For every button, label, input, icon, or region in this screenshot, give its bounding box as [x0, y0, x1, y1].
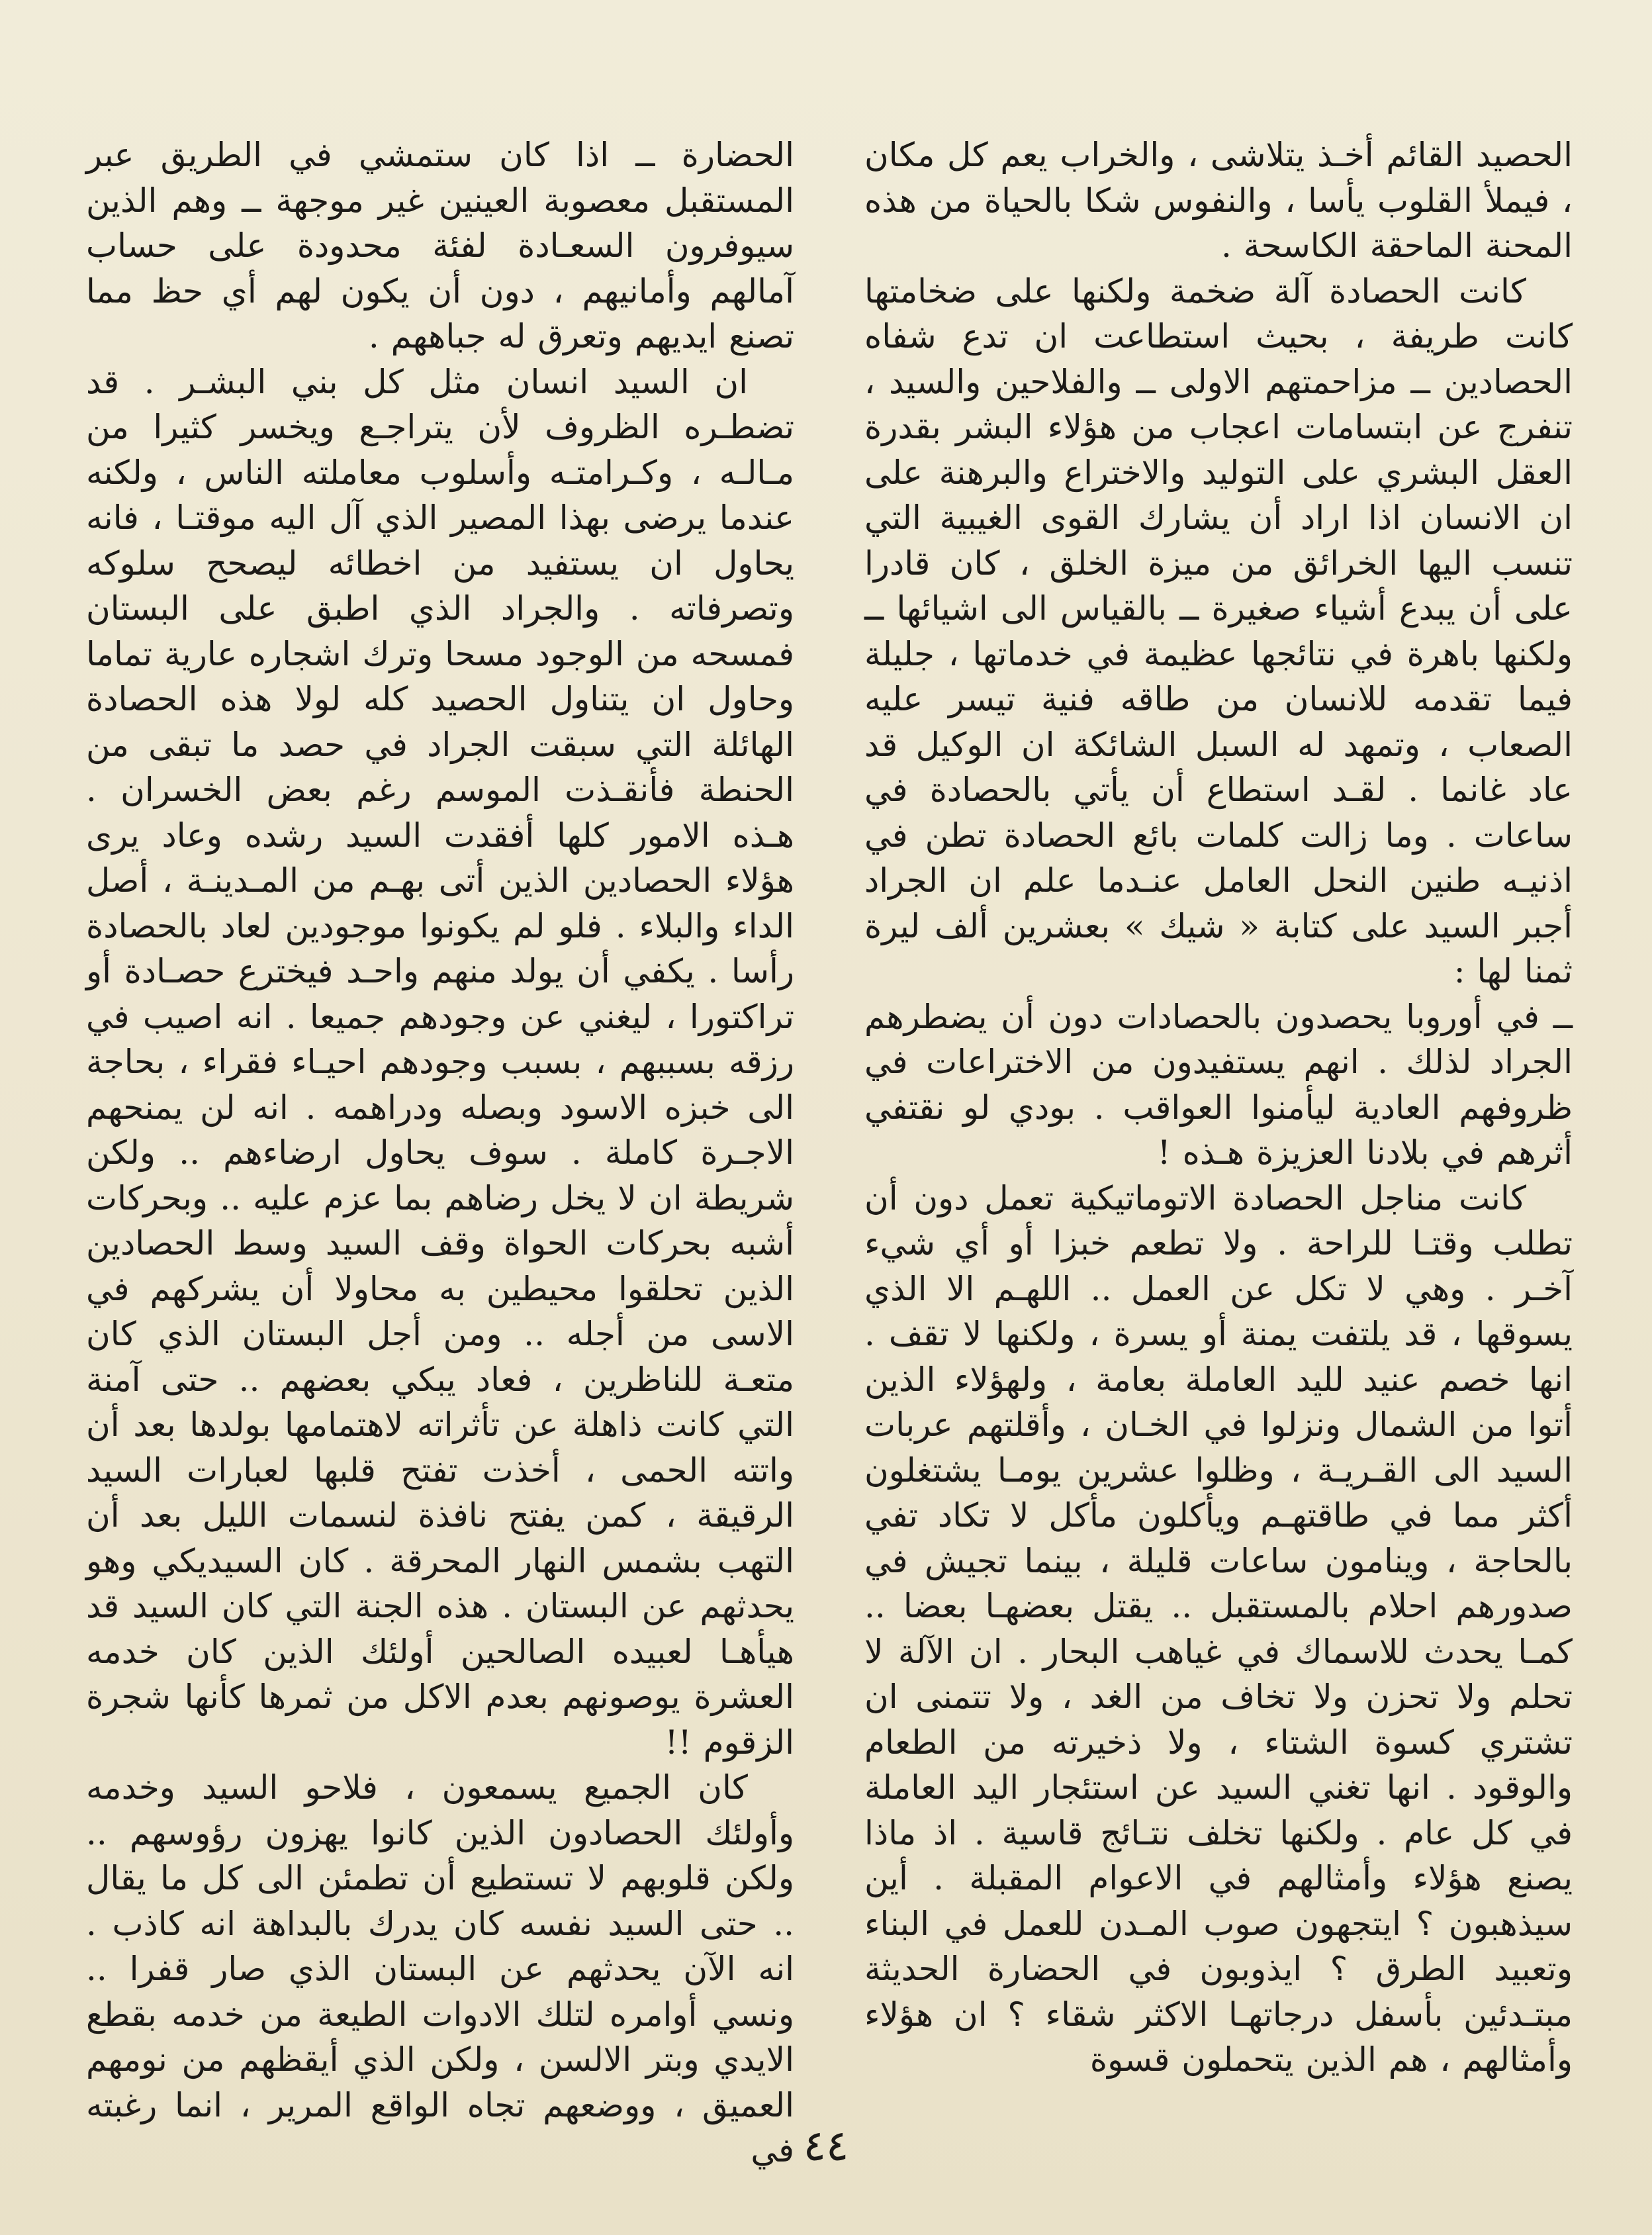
paragraph: الحصيد القائم أخـذ يتلاشى ، والخراب يعم كل مكان ، فيملأ القلوب يأسا ، والنفوس شكا بالحياة من هذه المحنة الماحقة الكاسحة . — [864, 136, 1573, 265]
paragraph: ان السيد انسان مثل كل بني البشـر . قد تضطـره الظروف لأن يتراجـع ويخسر كثيرا من مـالـه ، وكـرامتـه وأسلوب معاملته الناس ، ولكنه عندما يرضى بهذا المصير الذي آل اليه موقتـا ، فانه يحاول ان يستفيد من اخطائه ليصحح سلوكه وتصرفاته . والجراد الذي اطبق على البستان فمسحه من الوجود مسحا وترك اشجاره عارية تماما وحاول ان يتناول الحصيد كله لولا هذه الحصادة الهائلة التي سبقت الجراد في حصد ما تبقى من الحنطة فأنقـذت الموسم رغم بعض الخسران . هـذه الامور كلها أفقدت السيد رشده وعاد يرى هؤلاء الحصادين الذين أتى بهـم من المـدينـة ، أصل الداء والبلاء . فلو لم يكونوا موجودين لعاد بالحصادة رأسا . يكفي أن يولد منهم واحـد فيخترع حصـادة أو تراكتورا ، ليغني عن وجودهم جميعا . انه اصيب في رزقه بسببهم ، بسبب وجودهم احيـاء فقراء ، بحاجة الى خبزه الاسود وبصله ودراهمه . انه لن يمنحهم الاجـرة كاملة . سوف يحاول ارضاءهم .. ولكن شريطة ان لا يخل رضاهم بما عزم عليه .. وبحركات أشبه بحركات الحواة وقف السيد وسط الحصادين الذين تحلقوا محيطين به محاولا أن يشركهم في الاسى من أجله .. ومن أجل البستان الذي كان متعـة للناظرين ، فعاد يبكي بعضهم .. حتى آمنة التي كانت ذاهلة عن تأثراته لاهتمامها بولدها بعد أن واتته الحمى ، أخذت تفتح قلبها لعبارات السيد الرقيقة ، كمن يفتح نافذة لنسمات الليل بعد أن التهب بشمس النهار المحرقة . كان السيديكي وهو يحدثهم عن البستان . هذه الجنة التي كان السيد قد هيأهـا لعبيده الصالحين أولئك الذين كان خدمه العشرة يوصونهم بعدم الاكل من ثمرها كأنها شجرة الزقوم !! — [86, 362, 794, 1762]
page-number: ٤٤ — [803, 2122, 849, 2171]
text-column-left — [86, 132, 794, 2169]
text-column-right — [864, 132, 1573, 2092]
paragraph: ــ في أوروبا يحصدون بالحصادات دون أن يضطرهم الجراد لذلك . انهم يستفيدون من الاختراعات في ظروفهم العادية ليأمنوا العواقب . بودي لو نقتفي أثرهم في بلادنا العزيزة هـذه ! — [864, 997, 1573, 1172]
paragraph: الحضارة ــ اذا كان ستمشي في الطريق عبر المستقبل معصوبة العينين غير موجهة ــ وهم الذين سيوفرون السعـادة لفئة محدودة على حساب آمالهم وأمانيهم ، دون أن يكون لهم أي حظ مما تصنع ايديهم وتعرق له جباههم . — [86, 136, 794, 356]
paragraph: كان الجميع يسمعون ، فلاحو السيد وخدمه وأولئك الحصادون الذين كانوا يهزون رؤوسهم .. ولكن قلوبهم لا تستطيع أن تطمئن الى كل ما يقال .. حتى السيد نفسه كان يدرك بالبداهة انه كاذب . انه الآن يحدثهم عن البستان الذي صار قفرا .. ونسي أوامره لتلك الادوات الطيعة من خدمه بقطع الايدي وبتر الالسن ، ولكن الذي أيقظهم من نومهم العميق ، ووضعهم تجاه الواقع المرير ، انما رغبته في — [86, 1768, 794, 2169]
paragraph: كانت مناجل الحصادة الاتوماتيكية تعمل دون أن تطلب وقتـا للراحة . ولا تطعم خبزا أو أي شيء آخـر . وهي لا تكل عن العمل .. اللهـم الا الذي يسوقها ، قد يلتفت يمنة أو يسرة ، ولكنها لا تقف . انها خصم عنيد لليد العاملة بعامة ، ولهؤلاء الذين أتوا من الشمال ونزلوا في الخـان ، وأقلتهم عربات السيد الى القـريـة ، وظلوا عشرين يومـا يشتغلون أكثر مما في طاقتهـم ويأكلون مأكل لا تكاد تفي بالحاجة ، وينامون ساعات قليلة ، بينما تجيش في صدورهم احلام بالمستقبل .. يقتل بعضهـا بعضا .. كمـا يحدث للاسماك في غياهب البحار . ان الآلة لا تحلم ولا تحزن ولا تخاف من الغد ، ولا تتمنى ان تشتري كسوة الشتاء ، ولا ذخيرته من الطعام والوقود . انها تغني السيد عن استئجار اليد العاملة في كل عام . ولكنها تخلف نتـائج قاسية . اذ ماذا يصنع هؤلاء وأمثالهم في الاعوام المقبلة . أين سيذهبون ؟ ايتجهون صوب المـدن للعمل في البناء وتعبيد الطرق ؟ ايذوبون في الحضارة الحديثة مبتـدئين بأسفل درجاتهـا الاكثر شقاء ؟ ان هؤلاء وأمثالهم ، هم الذين يتحملون قسوة — [864, 1178, 1573, 2079]
paragraph: كانت الحصادة آلة ضخمة ولكنها على ضخامتها كانت طريفة ، بحيث استطاعت ان تدع شفاه الحصادين ــ مزاحمتهم الاولى ــ والفلاحين والسيد ، تنفرج عن ابتسامات اعجاب من هؤلاء البشر بقدرة العقل البشري على التوليد والاختراع والبرهنة على ان الانسان اذا اراد أن يشارك القوى الغيبية التي تنسب اليها الخرائق من ميزة الخلق ، كان قادرا على أن يبدع أشياء صغيرة ــ بالقياس الى اشيائها ــ ولكنها باهرة في نتائجها عظيمة في خدماتها ، جليلة فيما تقدمه للانسان من طاقه فنية تيسر عليه الصعاب ، وتمهد له السبل الشائكة ان الوكيل قد عاد غانما . لقـد استطاع أن يأتي بالحصادة في ساعات . وما زالت كلمات بائع الحصادة تطن في اذنيـه طنين النحل العامل عنـدما علم ان الجراد أجبر السيد على كتابة « شيك » بعشرين ألف ليرة ثمنا لها : — [864, 271, 1573, 990]
